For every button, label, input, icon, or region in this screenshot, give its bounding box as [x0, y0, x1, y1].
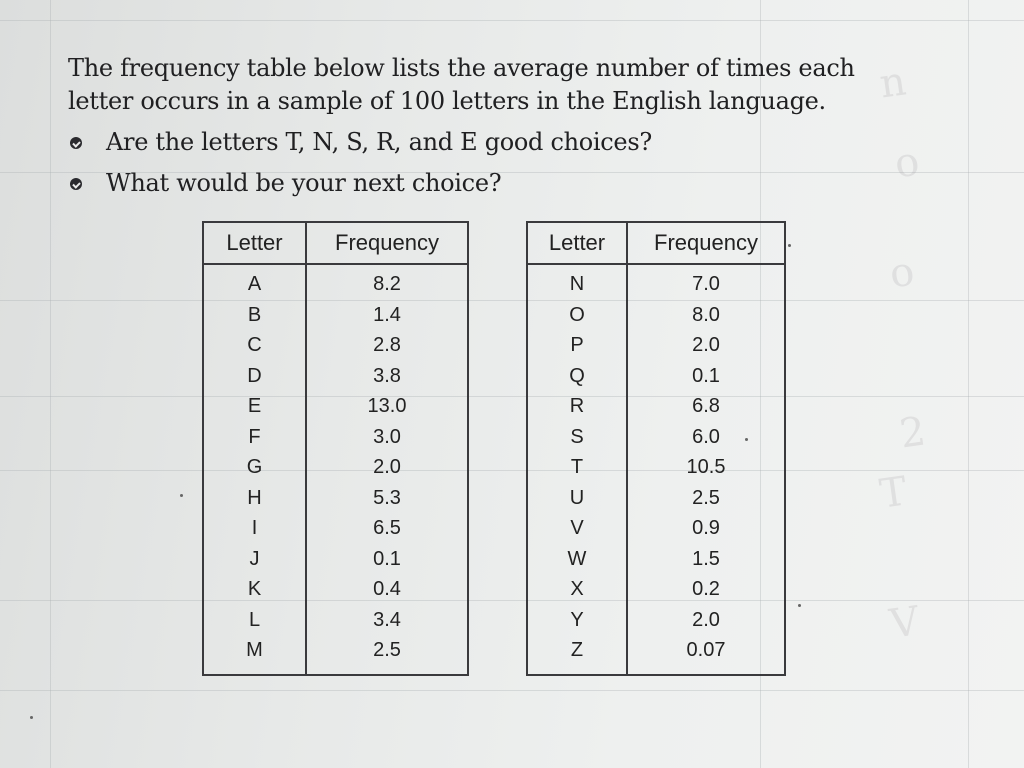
frequency-cell: 5.3 — [306, 483, 468, 514]
table-row — [203, 391, 468, 422]
frequency-cell: 2.0 — [627, 605, 785, 636]
frequency-cell: 0.2 — [627, 574, 785, 605]
frequency-cell: 1.4 — [306, 300, 468, 331]
letter-cell: K — [203, 574, 306, 605]
table-row — [203, 635, 468, 675]
frequency-cell: 0.1 — [627, 361, 785, 392]
frequency-cell: 8.2 — [306, 264, 468, 300]
frequency-cell: 7.0 — [627, 264, 785, 300]
letter-cell: X — [527, 574, 627, 605]
grid-line — [968, 0, 969, 768]
letter-cell: I — [203, 513, 306, 544]
table-row — [203, 264, 468, 300]
frequency-column-header: Frequency — [306, 222, 468, 264]
table-row — [527, 605, 785, 636]
letter-cell: O — [527, 300, 627, 331]
intro-line-1: The frequency table below lists the average number of times each — [68, 54, 855, 82]
paper-speck — [745, 438, 748, 441]
letter-column-header: Letter — [203, 222, 306, 264]
frequency-cell: 2.0 — [306, 452, 468, 483]
letter-cell: J — [203, 544, 306, 575]
table-row — [203, 330, 468, 361]
bleed-through-mark: T — [876, 468, 910, 518]
frequency-cell: 10.5 — [627, 452, 785, 483]
check-circle-icon — [70, 178, 82, 190]
letter-cell: A — [203, 264, 306, 300]
question-text: Are the letters T, N, S, R, and E good choices? — [106, 128, 652, 156]
table-row — [527, 574, 785, 605]
table-row — [527, 391, 785, 422]
frequency-cell: 2.0 — [627, 330, 785, 361]
frequency-cell: 3.0 — [306, 422, 468, 453]
table-row — [527, 483, 785, 514]
frequency-cell: 13.0 — [306, 391, 468, 422]
paper-speck — [180, 494, 183, 497]
grid-line — [0, 690, 1024, 691]
letter-cell: B — [203, 300, 306, 331]
question-item — [68, 163, 888, 204]
table-header-row — [203, 222, 468, 264]
frequency-cell: 0.1 — [306, 544, 468, 575]
table-row — [203, 544, 468, 575]
table-row — [527, 361, 785, 392]
table-row — [203, 361, 468, 392]
frequency-cell: 6.5 — [306, 513, 468, 544]
bleed-through-mark: o — [886, 248, 918, 298]
letter-cell: T — [527, 452, 627, 483]
frequency-cell: 6.8 — [627, 391, 785, 422]
table-row — [203, 452, 468, 483]
table-row — [527, 635, 785, 675]
frequency-cell: 0.07 — [627, 635, 785, 675]
grid-line — [0, 20, 1024, 21]
paper-speck — [798, 604, 801, 607]
letter-cell: C — [203, 330, 306, 361]
letter-cell: P — [527, 330, 627, 361]
grid-line — [50, 0, 51, 768]
letter-cell: R — [527, 391, 627, 422]
table-row — [203, 422, 468, 453]
question-list — [68, 122, 888, 204]
table-row — [203, 483, 468, 514]
table-row — [527, 264, 785, 300]
table-row — [527, 513, 785, 544]
paper-speck — [788, 244, 791, 247]
frequency-cell: 2.8 — [306, 330, 468, 361]
grid-line — [0, 300, 1024, 301]
frequency-cell: 6.0 — [627, 422, 785, 453]
letter-cell: H — [203, 483, 306, 514]
frequency-cell: 1.5 — [627, 544, 785, 575]
intro-text-block — [68, 52, 888, 204]
grid-line — [0, 470, 1024, 471]
frequency-cell: 3.4 — [306, 605, 468, 636]
table-row — [527, 300, 785, 331]
table-row — [527, 422, 785, 453]
letter-column-header: Letter — [527, 222, 627, 264]
grid-line — [0, 600, 1024, 601]
letter-cell: M — [203, 635, 306, 675]
frequency-cell: 8.0 — [627, 300, 785, 331]
frequency-cell: 2.5 — [627, 483, 785, 514]
frequency-table-n-to-z — [526, 221, 786, 676]
bleed-through-mark: 2 — [896, 408, 929, 458]
letter-cell: V — [527, 513, 627, 544]
table-row — [527, 544, 785, 575]
table-row — [527, 330, 785, 361]
table-row — [527, 452, 785, 483]
letter-cell: N — [527, 264, 627, 300]
letter-cell: Y — [527, 605, 627, 636]
frequency-cell: 3.8 — [306, 361, 468, 392]
frequency-cell: 0.4 — [306, 574, 468, 605]
question-item — [68, 122, 888, 163]
letter-cell: Q — [527, 361, 627, 392]
check-circle-icon — [70, 137, 82, 149]
letter-cell: W — [527, 544, 627, 575]
table-row — [203, 513, 468, 544]
question-text: What would be your next choice? — [106, 169, 502, 197]
letter-cell: U — [527, 483, 627, 514]
bleed-through-mark: n — [876, 58, 909, 108]
letter-cell: L — [203, 605, 306, 636]
letter-cell: S — [527, 422, 627, 453]
letter-cell: E — [203, 391, 306, 422]
letter-cell: D — [203, 361, 306, 392]
bleed-through-mark: o — [891, 138, 923, 188]
table-header-row — [527, 222, 785, 264]
grid-line — [0, 396, 1024, 397]
frequency-cell: 2.5 — [306, 635, 468, 675]
frequency-column-header: Frequency — [627, 222, 785, 264]
letter-cell: G — [203, 452, 306, 483]
table-row — [203, 574, 468, 605]
paper-speck — [30, 716, 33, 719]
letter-cell: Z — [527, 635, 627, 675]
table-row — [203, 300, 468, 331]
intro-line-2: letter occurs in a sample of 100 letters in the English language. — [68, 87, 826, 115]
frequency-table-a-to-m — [202, 221, 469, 676]
frequency-cell: 0.9 — [627, 513, 785, 544]
bleed-through-mark: V — [886, 598, 922, 648]
letter-cell: F — [203, 422, 306, 453]
table-row — [203, 605, 468, 636]
